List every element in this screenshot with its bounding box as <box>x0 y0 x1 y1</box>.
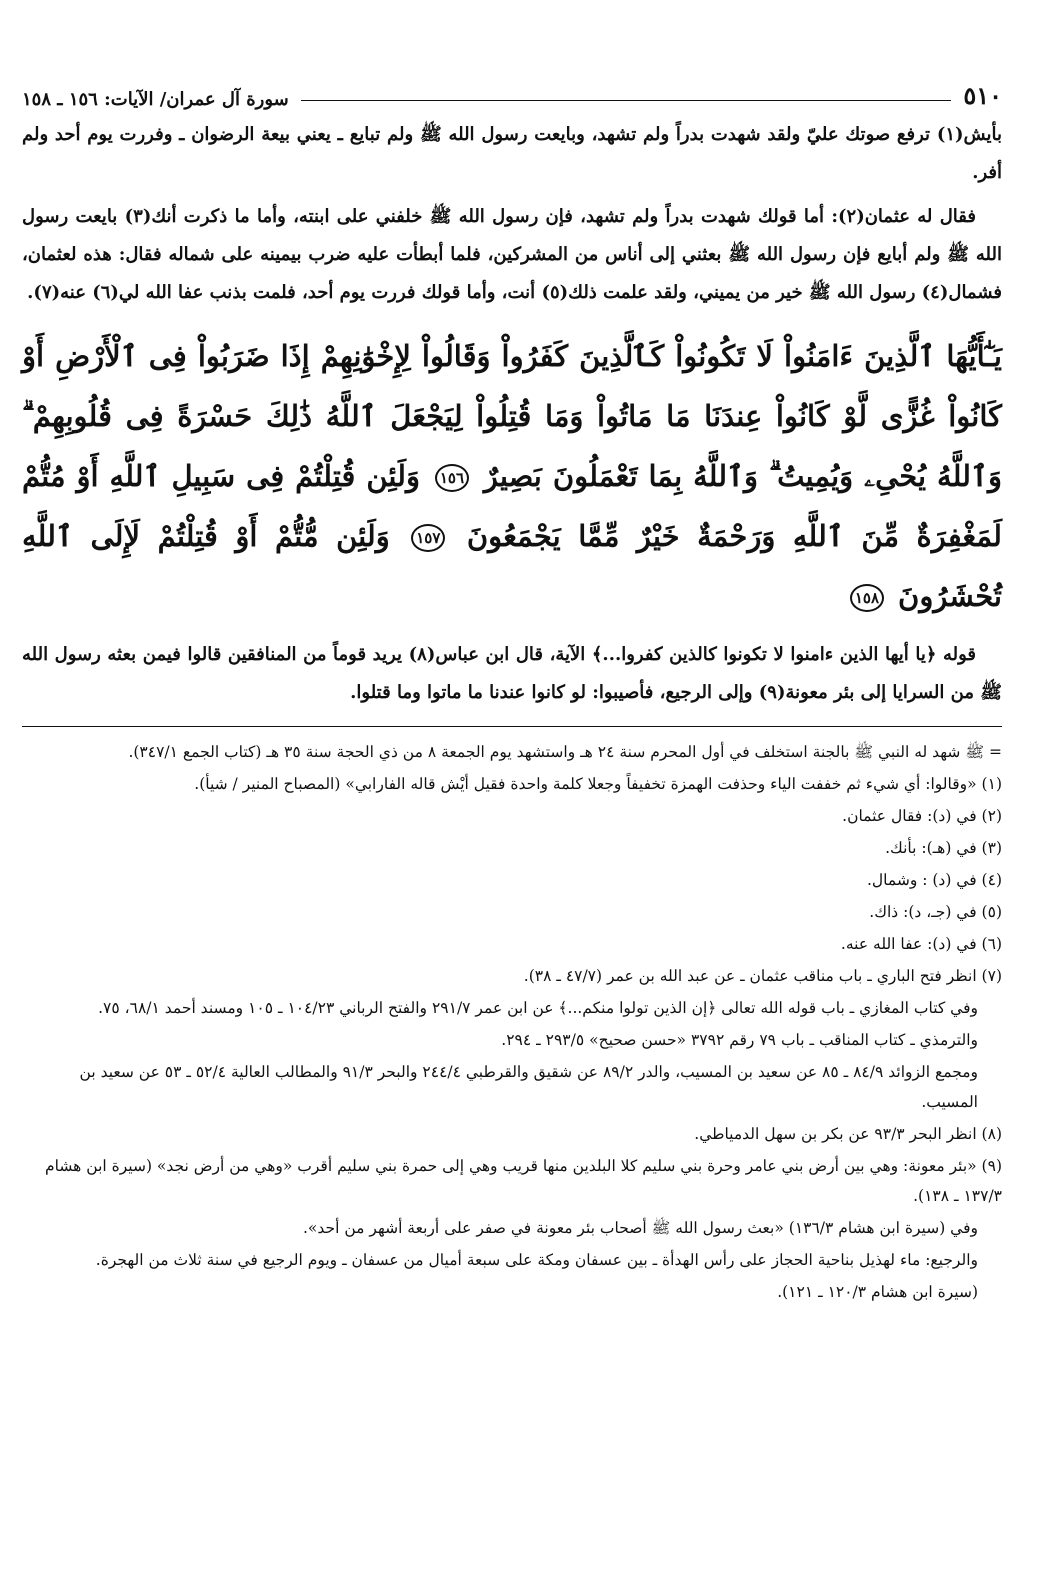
paragraph: بأيش(١) ترفع صوتك عليّ ولقد شهدت بدراً ولم تشهد، وبايعت رسول الله ﷺ ولم تبايع ـ يعني بيعة الرضوان ـ وفررت يوم أحد ولم أفر. <box>22 124 1002 183</box>
footnote-2: (٢) في (د): فقال عثمان. <box>842 807 1002 825</box>
page-number: ٥١٠ <box>963 81 1002 110</box>
footnotes <box>22 737 1002 1307</box>
running-title: سورة آل عمران/ الآيات: ١٥٦ ـ ١٥٨ <box>22 89 289 110</box>
footnote-7-continuation: والترمذي ـ كتاب المناقب ـ باب ٧٩ رقم ٣٧٩٢ «حسن صحيح» ٢٩٣/٥ ـ ٢٩٤. <box>501 1031 978 1049</box>
verse-number-156: ١٥٦ <box>435 464 469 492</box>
footnote-9-continuation: والرجيع: ماء لهذيل بناحية الحجاز على رأس الهدأة ـ بين عسفان ومكة على سبعة أميال من عسفان ـ ويوم الرجيع في سنة ثلاث من الهجرة. <box>95 1251 978 1269</box>
footnote-8: (٨) انظر البحر ٩٣/٣ عن بكر بن سهل الدمياطي. <box>694 1125 1002 1143</box>
verse-number-157: ١٥٧ <box>411 524 445 552</box>
main-text <box>22 116 1002 312</box>
footnote-7-continuation: ومجمع الزوائد ٨٤/٩ ـ ٨٥ عن سعيد بن المسيب، والدر ٨٩/٢ عن شقيق والقرطبي ٢٤٤/٤ والبحر ٩١/٣ والمطالب العالية ٥٢/٤ ـ ٥٣ عن سعيد بن المسيب. <box>79 1063 978 1111</box>
footnote-divider <box>22 726 1002 727</box>
verse-156-text: يَـٰٓأَيُّهَا ٱلَّذِينَ ءَامَنُواْ لَا تَكُونُواْ كَٱلَّذِينَ كَفَرُواْ وَقَالُواْ لِإِخْوَٰنِهِمْ إِذَا ضَرَبُواْ فِى ٱلْأَرْضِ أَوْ كَانُواْ غُزًّى لَّوْ كَانُواْ عِندَنَا مَا مَاتُواْ وَمَا قُتِلُواْ لِيَجْعَلَ ٱللَّهُ ذَٰلِكَ حَسْرَةً فِى قُلُوبِهِمْ ۗ وَٱللَّهُ يُحْىِۦ وَيُمِيتُ ۗ وَٱللَّهُ بِمَا تَعْمَلُونَ بَصِيرٌ <box>22 339 1002 493</box>
paragraph: فقال له عثمان(٢): أما قولك شهدت بدراً ولم تشهد، فإن رسول الله ﷺ خلفني على ابنته، وأما ما ذكرت أنك(٣) بايعت رسول الله ﷺ ولم أبايع فإن رسول الله ﷺ بعثني إلى أناس من المشركين، فلما أبطأت عليه ضرب بيمينه على شماله فقال: هذه لعثمان، فشمال(٤) رسول الله ﷺ خير من يميني، ولقد علمت ذلك(٥) أنت، وأما قولك فررت يوم أحد، فلمت بذنب عفا الله لي(٦) عنه(٧). <box>22 206 1002 303</box>
footnote-3: (٣) في (هـ): بأنك. <box>885 839 1002 857</box>
footnote-9-continuation: وفي (سيرة ابن هشام ١٣٦/٣) «بعث رسول الله ﷺ أصحاب بئر معونة في صفر على أربعة أشهر من أحد». <box>303 1219 978 1237</box>
footnote-7-continuation: وفي كتاب المغازي ـ باب قوله الله تعالى ﴿إن الذين تولوا منكم...﴾ عن ابن عمر ٢٩١/٧ والفتح الرباني ١٠٤/٢٣ ـ ١٠٥ ومسند أحمد ٦٨/١، ٧٥. <box>98 999 978 1017</box>
footnote-5: (٥) في (جـ، د): ذاك. <box>869 903 1002 921</box>
verse-157-text: وَلَئِن قُتِلْتُمْ فِى سَبِيلِ ٱللَّهِ أَوْ مُتُّمْ لَمَغْفِرَةٌ مِّنَ ٱللَّهِ وَرَحْمَةٌ خَيْرٌ مِّمَّا يَجْمَعُونَ <box>22 459 1002 553</box>
footnote-7: (٧) انظر فتح الباري ـ باب مناقب عثمان ـ عن عبد الله بن عمر (٤٧/٧ ـ ٣٨). <box>523 967 1002 985</box>
quran-verses <box>22 326 1002 626</box>
page-header <box>22 74 1002 110</box>
commentary-paragraph: قوله ﴿يا أيها الذين ءامنوا لا تكونوا كالذين كفروا...﴾ الآية، قال ابن عباس(٨) يريد قوماً من المنافقين قالوا فيمن بعثه رسول الله ﷺ من السرايا إلى بئر معونة(٩) وإلى الرجيع، فأصيبوا: لو كانوا عندنا ما ماتوا وما قتلوا. <box>22 644 1002 703</box>
footnote-6: (٦) في (د): عفا الله عنه. <box>840 935 1002 953</box>
footnote-4: (٤) في (د) : وشمال. <box>866 871 1002 889</box>
book-page <box>22 74 1002 1580</box>
verse-158-text: وَلَئِن مُّتُّمْ أَوْ قُتِلْتُمْ لَإِلَى ٱللَّهِ تُحْشَرُونَ <box>22 519 1002 613</box>
footnote-continuation: = ﷺ شهد له النبي ﷺ بالجنة استخلف في أول المحرم سنة ٢٤ هـ واستشهد يوم الجمعة ٨ من ذي الحجة سنة ٣٥ هـ (كتاب الجمع ٣٤٧/١). <box>128 743 1002 761</box>
header-rule <box>301 100 952 101</box>
footnote-9-continuation: (سيرة ابن هشام ١٢٠/٣ ـ ١٢١). <box>777 1283 978 1301</box>
verse-number-158: ١٥٨ <box>850 584 884 612</box>
footnote-1: (١) «وقالوا: أي شيء ثم خففت الياء وحذفت الهمزة تخفيفاً وجعلا كلمة واحدة فقيل أيْش قاله الفارابي» (المصباح المنير / شيأ). <box>194 775 1002 793</box>
commentary <box>22 636 1002 712</box>
footnote-9: (٩) «بئر معونة: وهي بين أرض بني عامر وحرة بني سليم كلا البلدين منها قريب وهي إلى حمرة بني سليم أقرب «وهي من أرض نجد» (سيرة ابن هشام ١٣٧/٣ ـ ١٣٨). <box>45 1157 1002 1205</box>
